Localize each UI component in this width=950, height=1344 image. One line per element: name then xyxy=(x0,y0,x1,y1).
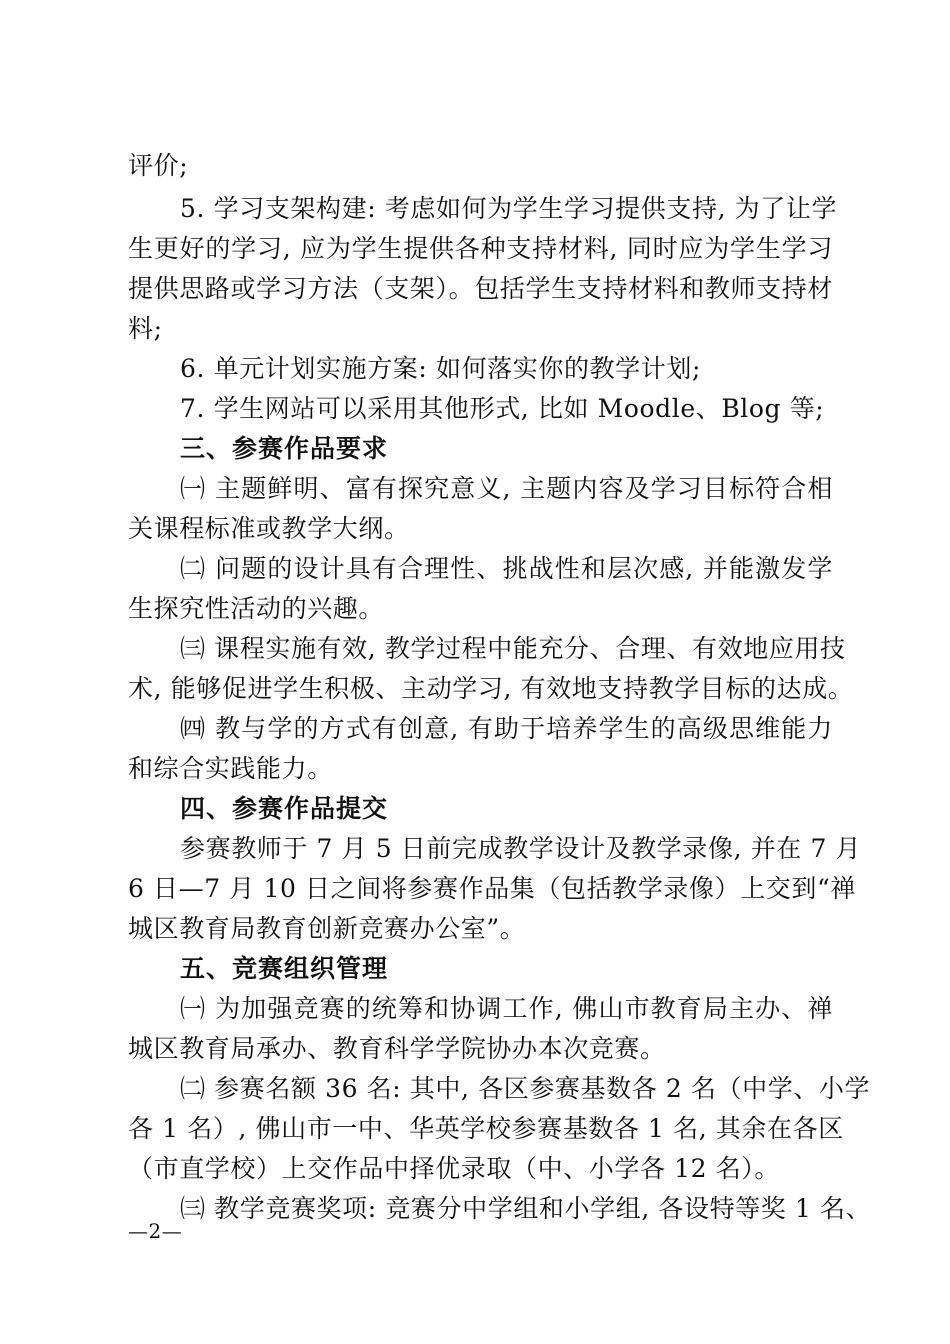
text-line: 料; xyxy=(128,314,163,343)
text-line: 生探究性活动的兴趣。 xyxy=(128,594,385,623)
text-line: 评价; xyxy=(128,151,189,180)
text-line: ㈢ 课程实施有效, 教学过程中能充分、合理、有效地应用技 xyxy=(180,634,846,663)
text-line: 参赛教师于 7 月 5 日前完成教学设计及教学录像, 并在 7 月 xyxy=(180,834,862,863)
section-heading: 五、竞赛组织管理 xyxy=(180,954,389,983)
text-line: ㈢ 教学竞赛奖项: 竞赛分中学组和小学组, 各设特等奖 1 名、 xyxy=(180,1194,872,1223)
text-line: 城区教育局承办、教育科学学院协办本次竞赛。 xyxy=(128,1034,666,1063)
text-line: ㈠ 为加强竞赛的统筹和协调工作, 佛山市教育局主办、禅 xyxy=(180,994,833,1023)
text-line: 6 日—7 月 10 日之间将参赛作品集（包括教学录像）上交到“禅 xyxy=(128,874,856,903)
text-line: 城区教育局教育创新竞赛办公室”。 xyxy=(128,914,526,943)
text-line: 6. 单元计划实施方案: 如何落实你的教学计划; xyxy=(180,354,701,383)
text-line: 7. 学生网站可以采用其他形式, 比如 Moodle、Blog 等; xyxy=(180,394,825,423)
text-line: ㈡ 问题的设计具有合理性、挑战性和层次感, 并能激发学 xyxy=(180,554,833,583)
section-heading: 三、参赛作品要求 xyxy=(180,434,389,463)
page-number: —2— xyxy=(128,1219,183,1243)
text-line: 各 1 名）, 佛山市一中、华英学校参赛基数各 1 名, 其余在各区 xyxy=(128,1114,844,1143)
text-line: ㈠ 主题鲜明、富有探究意义, 主题内容及学习目标符合相 xyxy=(180,474,833,503)
section-heading: 四、参赛作品提交 xyxy=(180,794,389,823)
text-line: （市直学校）上交作品中择优录取（中、小学各 12 名）。 xyxy=(128,1154,781,1183)
text-line: ㈣ 教与学的方式有创意, 有助于培养学生的高级思维能力 xyxy=(180,714,833,743)
text-line: 提供思路或学习方法（支架）。包括学生支持材料和教师支持材 xyxy=(128,274,833,303)
text-line: 术, 能够促进学生积极、主动学习, 有效地支持教学目标的达成。 xyxy=(128,674,854,703)
text-line: 5. 学习支架构建: 考虑如何为学生学习提供支持, 为了让学 xyxy=(180,194,838,223)
text-line: 生更好的学习, 应为学生提供各种支持材料, 同时应为学生学习 xyxy=(128,234,833,263)
text-line: 关课程标准或教学大纲。 xyxy=(128,514,410,543)
text-line: 和综合实践能力。 xyxy=(128,754,333,783)
text-line: ㈡ 参赛名额 36 名: 其中, 各区参赛基数各 2 名（中学、小学 xyxy=(180,1074,871,1103)
